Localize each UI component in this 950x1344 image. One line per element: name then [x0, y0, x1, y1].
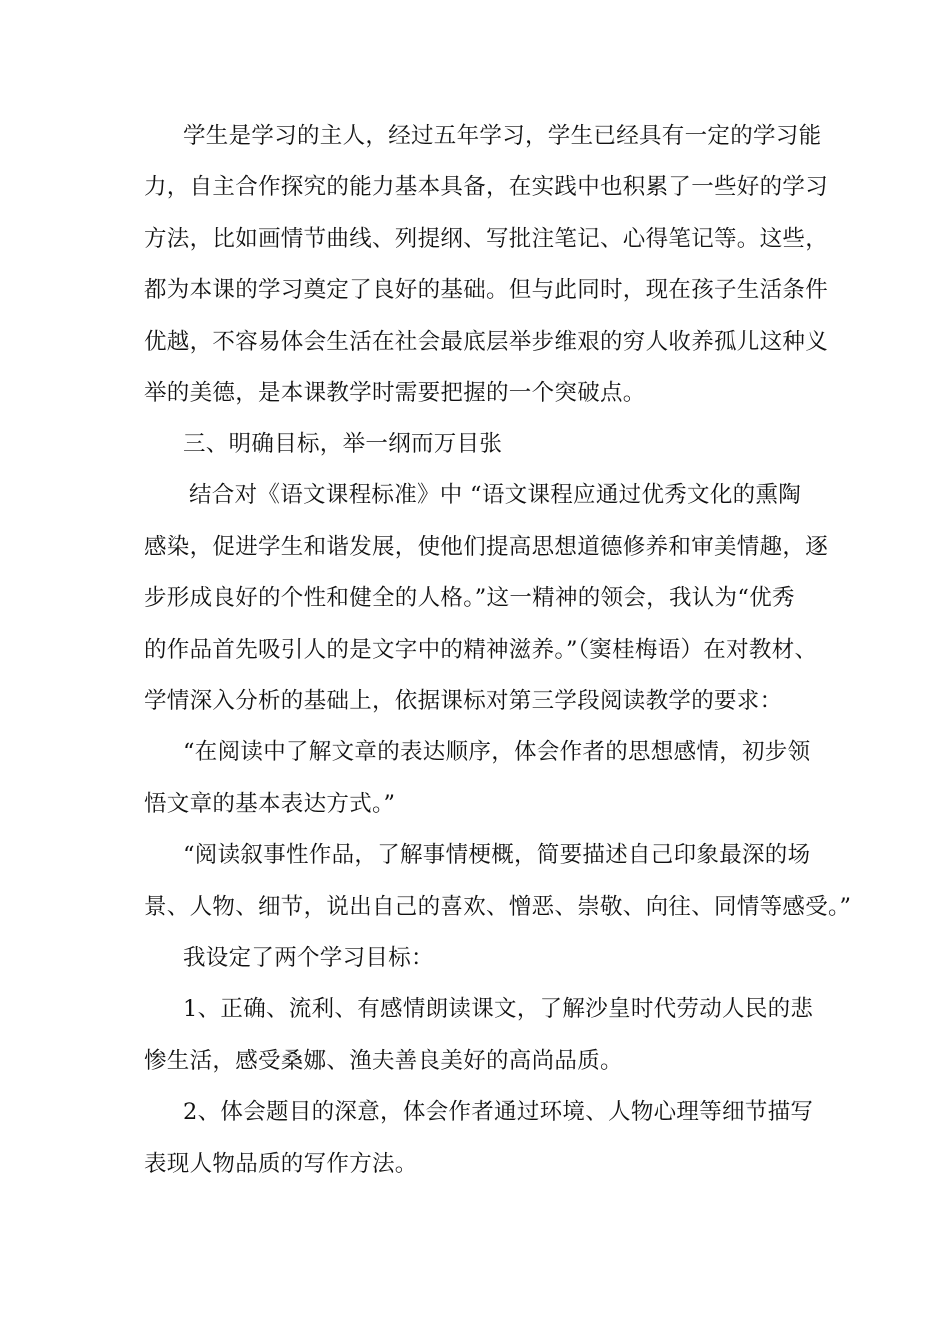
- text-line: 方法，比如画情节曲线、列提纲、写批注笔记、心得笔记等。这些，: [144, 226, 829, 252]
- text-line: 的作品首先吸引人的是文字中的精神滋养。”（窦桂梅语）在对教材、: [144, 637, 818, 663]
- goal-item: 1、正确、流利、有感情朗读课文，了解沙皇时代劳动人民的悲: [183, 996, 814, 1022]
- text-line: 优越，不容易体会生活在社会最底层举步维艰的穷人收养孤儿这种义: [144, 329, 829, 355]
- goal-item: 2、体会题目的深意，体会作者通过环境、人物心理等细节描写: [183, 1099, 814, 1125]
- quote-line: “在阅读中了解文章的表达顺序，体会作者的思想感情，初步领: [183, 739, 811, 765]
- section-heading: 三、明确目标，举一纲而万目张: [183, 431, 503, 457]
- text-line: 感染，促进学生和谐发展，使他们提高思想道德修养和审美情趣，逐: [144, 534, 829, 560]
- quote-line: “阅读叙事性作品，了解事情梗概，简要描述自己印象最深的场: [183, 842, 811, 868]
- text-line: 都为本课的学习奠定了良好的基础。但与此同时，现在孩子生活条件: [144, 277, 829, 303]
- quote-line: 景、人物、细节，说出自己的喜欢、憎恶、崇敬、向往、同情等感受。”: [144, 894, 852, 920]
- goal-item: 表现人物品质的写作方法。: [144, 1151, 418, 1177]
- goal-item: 惨生活，感受桑娜、渔夫善良美好的高尚品质。: [144, 1048, 623, 1074]
- text-line: 学情深入分析的基础上，依据课标对第三学段阅读教学的要求：: [144, 688, 783, 714]
- text-line: 步形成良好的个性和健全的人格。”这一精神的领会，我认为“优秀: [144, 585, 795, 611]
- text-line: 学生是学习的主人，经过五年学习，学生已经具有一定的学习能: [183, 123, 822, 149]
- text-line: 举的美德，是本课教学时需要把握的一个突破点。: [144, 380, 646, 406]
- text-line: 结合对《语文课程标准》中 “语文课程应通过优秀文化的熏陶: [189, 482, 802, 508]
- text-line: 力，自主合作探究的能力基本具备，在实践中也积累了一些好的学习: [144, 174, 829, 200]
- quote-line: 悟文章的基本表达方式。”: [144, 791, 396, 817]
- text-line: 我设定了两个学习目标：: [183, 945, 434, 971]
